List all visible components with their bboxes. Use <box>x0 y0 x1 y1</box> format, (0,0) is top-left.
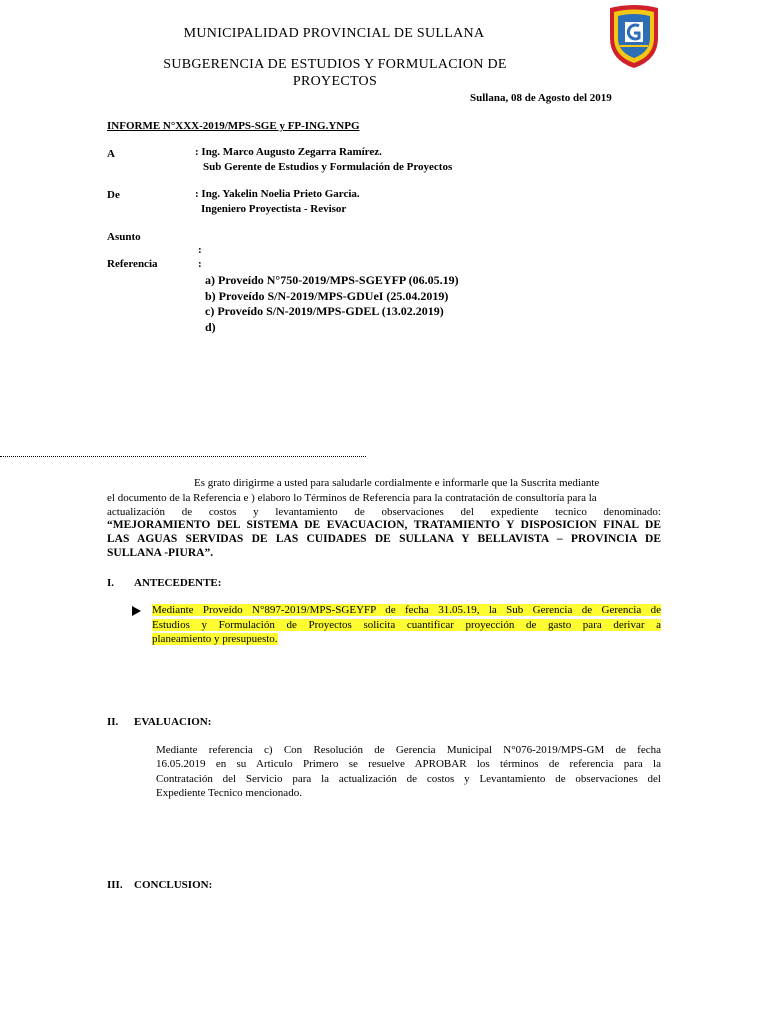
arrow-bullet-icon <box>132 606 141 616</box>
subgerencia-title <box>140 56 530 86</box>
municipality-title: MUNICIPALIDAD PROVINCIAL DE SULLANA <box>183 26 485 41</box>
intro-line-2: el documento de la Referencia e ) elaboro lo Términos de Referencia para la contratación de consultoría para la <box>107 492 597 504</box>
dotted-separator <box>0 456 366 457</box>
antecedente-line-1 <box>152 604 661 616</box>
label-asunto: Asunto <box>107 231 141 243</box>
reference-item: c) Proveído S/N-2019/MPS-GDEL (13.02.2019) <box>205 304 444 318</box>
project-name-line-2: LAS AGUAS SERVIDAS DE LAS CUIDADES DE SULLANA Y BELLAVISTA – PROVINCIA DE <box>107 533 661 545</box>
section-conclusion-number: III. <box>107 879 123 891</box>
section-antecedente-number: I. <box>107 577 115 589</box>
project-name-line-3: SULLANA -PIURA”. <box>107 547 214 559</box>
antecedente-highlight: Estudios y Formulación de Proyectos solicita cuantificar proyección de gasto para derivar a <box>152 619 661 631</box>
reference-item: a) Proveído N°750-2019/MPS-SGEYFP (06.05.19) <box>205 273 459 287</box>
evaluacion-line-1: Mediante referencia c) Con Resolución de Gerencia Municipal N°076-2019/MPS-GM de fecha <box>156 744 661 756</box>
reference-item: d) <box>205 320 216 334</box>
label-a: A <box>107 148 115 160</box>
document-date: Sullana, 08 de Agosto del 2019 <box>470 92 612 104</box>
project-name-line-1: “MEJORAMIENTO DEL SISTEMA DE EVACUACION, TRATAMIENTO Y DISPOSICION FINAL DE <box>107 519 661 531</box>
subgerencia-line-1: SUBGERENCIA DE ESTUDIOS Y FORMULACION DE <box>163 57 507 72</box>
label-referencia: Referencia <box>107 258 158 270</box>
asunto-colon: : <box>198 244 202 256</box>
recipient-title: Sub Gerente de Estudios y Formulación de Proyectos <box>203 161 453 173</box>
referencia-colon: : <box>198 258 202 270</box>
antecedente-highlight: planeamiento y presupuesto. <box>152 633 278 645</box>
label-de: De <box>107 189 120 201</box>
sender-title: Ingeniero Proyectista - Revisor <box>201 203 347 215</box>
intro-line-1: Es grato dirigirme a usted para saludarle cordialmente e informarle que la Suscrita mediante <box>194 477 600 489</box>
evaluacion-line-3: Contratación del Servicio para la actualización de costos y Levantamiento de observaciones del <box>156 773 661 785</box>
reference-item: b) Proveído S/N-2019/MPS-GDUeI (25.04.2019) <box>205 289 449 303</box>
sender-name: : Ing. Yakelin Noelia Prieto Garcia. <box>195 188 360 200</box>
section-conclusion-title: CONCLUSION: <box>134 879 213 891</box>
recipient-name: : Ing. Marco Augusto Zegarra Ramírez. <box>195 146 382 158</box>
section-evaluacion-number: II. <box>107 716 119 728</box>
subgerencia-line-2: PROYECTOS <box>292 74 378 86</box>
section-evaluacion-title: EVALUACION: <box>134 716 212 728</box>
antecedente-line-2 <box>152 619 661 631</box>
antecedente-line-3 <box>152 633 278 645</box>
informe-number: INFORME N°XXX-2019/MPS-SGE y FP-ING.YNPG <box>107 120 360 132</box>
evaluacion-line-4: Expediente Tecnico mencionado. <box>156 787 302 799</box>
antecedente-highlight: Mediante Proveído N°897-2019/MPS-SGEYFP de fecha 31.05.19, la Sub Gerencia de Gerencia de <box>152 604 661 616</box>
intro-line-3: actualización de costos y levantamiento de observaciones del expediente tecnico denominado: <box>107 506 661 518</box>
municipal-shield-logo-icon <box>606 4 662 70</box>
section-antecedente-title: ANTECEDENTE: <box>134 577 222 589</box>
evaluacion-line-2: 16.05.2019 en su Articulo Primero se resuelve APROBAR los términos de referencia para la <box>156 758 661 770</box>
